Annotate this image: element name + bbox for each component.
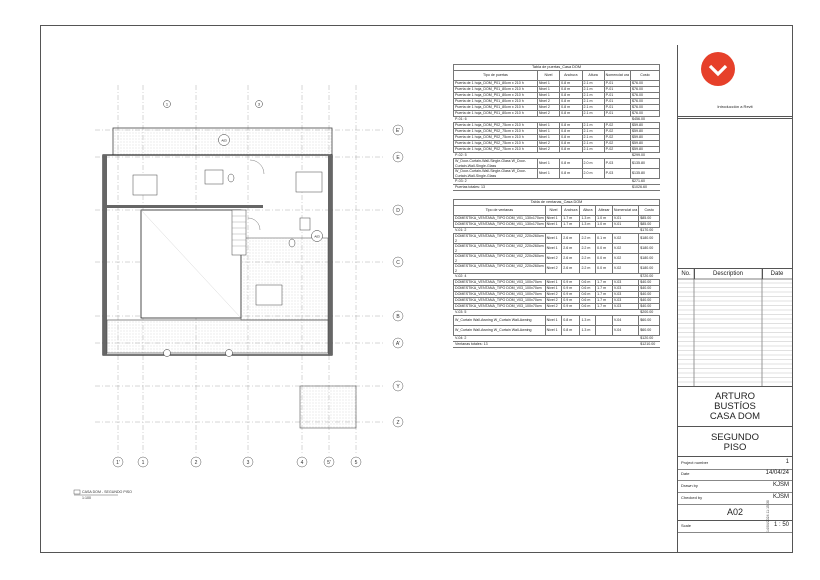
revision-date-header: Date (770, 271, 784, 277)
table-cell: P-02: 5 (454, 153, 538, 159)
elevation-tag: A03 (314, 234, 320, 239)
table-cell: 0.1 m (596, 234, 613, 244)
table-cell: 1.7 m (596, 286, 613, 292)
table-cell: V-01 (612, 222, 638, 228)
bathtub (205, 170, 223, 184)
table-cell: 0.8 m (560, 147, 582, 153)
grid-column-label: 5 (354, 459, 358, 466)
table-cell: $40.00 (639, 292, 660, 298)
sheet-name-line-2: PISO (723, 442, 747, 453)
table-cell: $180.00 (639, 234, 660, 244)
subtotal-row (454, 342, 660, 348)
table-cell: P-03 (604, 169, 630, 179)
windows-schedule (453, 199, 660, 348)
table-cell: P-01 (604, 99, 630, 105)
grid-column-label: 3 (246, 459, 250, 466)
table-cell (537, 185, 559, 191)
table-cell: 1.7 m (562, 216, 580, 222)
table-cell: Nivel 1 (537, 87, 559, 93)
table-cell: Nivel 2 (545, 264, 562, 274)
table-cell: $76.00 (631, 105, 660, 111)
table-cell: 1.3 m (580, 326, 596, 336)
table-cell: $135.80 (631, 169, 660, 179)
table-cell: Puerta de 1 hoja_DOM_P02_75cm x 210 h (454, 141, 538, 147)
column-header: Nivel (537, 71, 559, 81)
table-cell: Nivel 1 (545, 244, 562, 254)
table-cell: V-03 (612, 292, 638, 298)
table-cell: 0.6 m (580, 304, 596, 310)
table-cell: DOMESTIKA_VENTANA_TIPO DOM_V02_220x260cm 2 (455, 234, 544, 243)
stair (232, 210, 246, 255)
doors-schedule (453, 64, 660, 191)
drawn-by-value: KJSM (772, 482, 789, 488)
table-cell: DOMESTIKA_VENTANA_TIPO DOM_V03_100x70cm (454, 292, 546, 298)
table-cell: $40.00 (639, 286, 660, 292)
table-cell: $76.00 (631, 111, 660, 117)
timestamp: 14/04/2024 11:15:30 (766, 500, 770, 532)
table-cell: P-01: 6 (454, 117, 538, 123)
column-header: Nivel (545, 206, 562, 216)
sheet-name (678, 433, 792, 453)
table-cell: Puerta de 1 hoja_DOM_P01_80cm x 210 h (454, 81, 538, 87)
column-header: Altezar (596, 206, 613, 216)
table-cell: 0.9 m (562, 292, 580, 298)
section-marker: 1 (166, 102, 168, 107)
table-cell: 2.1 m (582, 129, 604, 135)
table-cell (580, 342, 596, 348)
grid-row-label: B (396, 313, 400, 320)
table-cell: $59.80 (631, 141, 660, 147)
table-cell: V-03 (612, 286, 638, 292)
table-cell: P-02 (604, 141, 630, 147)
table-cell: $200.00 (639, 310, 660, 316)
table-cell: Nivel 2 (545, 254, 562, 264)
table-cell: 1.3 m (580, 222, 596, 228)
date-value: 14/04/24 (765, 470, 789, 476)
table-cell: 2.1 m (582, 93, 604, 99)
table-cell (562, 342, 580, 348)
table-cell: Ventanas totales: 13 (454, 342, 546, 348)
checked-by-label: Checked by (681, 495, 703, 500)
table-row (454, 244, 660, 254)
table-cell: 0.8 m (560, 135, 582, 141)
table-cell: P-02 (604, 147, 630, 153)
table-cell: $60.00 (639, 326, 660, 336)
table-cell (582, 185, 604, 191)
table-cell: 2.6 m (562, 254, 580, 264)
project-line-1: ARTURO (715, 391, 755, 402)
table-cell: 2.6 m (562, 244, 580, 254)
table-cell: $85.00 (639, 216, 660, 222)
table-cell: DOMESTIKA_VENTANA_TIPO DOM_V01_130x170cm (455, 222, 544, 227)
table-cell: $135.80 (631, 159, 660, 169)
table-cell: Nivel 2 (537, 99, 559, 105)
table-cell: V-01 (612, 216, 638, 222)
revision-table (678, 268, 792, 387)
project-line-3: CASA DOM (709, 411, 761, 422)
drawn-by-label: Drawn by (681, 483, 698, 488)
table-cell: Nivel 1 (545, 326, 562, 336)
table-cell: DOMESTIKA_VENTANA_TIPO DOM_V02_220x260cm 2 (455, 264, 544, 273)
sheet-name-block (678, 426, 792, 457)
table-cell: 0.0 m (596, 264, 613, 274)
table-cell: Nivel 2 (537, 111, 559, 117)
table-row (454, 326, 660, 336)
table-cell: 0.9 m (562, 280, 580, 286)
table-cell: 0.9 m (562, 298, 580, 304)
table-cell (596, 342, 613, 348)
table-cell: Nivel 1 (537, 129, 559, 135)
table-cell: V-01: 2 (454, 228, 546, 234)
table-cell: V-02 (612, 244, 638, 254)
table-cell: 2.2 m (580, 254, 596, 264)
table-cell: 0.6 m (580, 292, 596, 298)
table-cell: $1210.00 (639, 342, 660, 348)
table-cell: $120.00 (639, 336, 660, 342)
table-cell: V-03 (612, 280, 638, 286)
table-cell: Puertas totales: 13 (454, 185, 538, 191)
table-row (454, 264, 660, 274)
table-cell: Puerta de 1 hoja_DOM_P02_75cm x 210 h (454, 123, 538, 129)
table-cell: 1.0 m (596, 216, 613, 222)
table-cell: V-03 (612, 298, 638, 304)
table-cell: P-01 (604, 81, 630, 87)
schedule-title: Tabla de ventanas_Casa DOM (454, 200, 660, 206)
table-cell: Puerta de 1 hoja_DOM_P01_80cm x 210 h (454, 105, 538, 111)
table-cell: Puerta de 1 hoja_DOM_P02_75cm x 210 h (454, 147, 538, 153)
table-cell: DOMESTIKA_VENTANA_TIPO DOM_V03_100x70cm (454, 280, 546, 286)
table-cell: Nivel 1 (537, 169, 559, 179)
table-cell: V-03: 5 (454, 310, 546, 316)
table-cell: P-01 (604, 111, 630, 117)
table-cell: 0.8 m (560, 129, 582, 135)
table-cell: Nivel 1 (537, 81, 559, 87)
table-cell (545, 342, 562, 348)
table-cell: Nivel 1 (545, 216, 562, 222)
table-cell: 2.1 m (582, 81, 604, 87)
table-cell: V-04: 2 (454, 336, 546, 342)
scale-label: Scale (681, 523, 692, 528)
table-cell: $40.00 (639, 298, 660, 304)
table-cell: $76.00 (631, 99, 660, 105)
table-cell: DOMESTIKA_VENTANA_TIPO DOM_V01_130x170cm (455, 216, 544, 221)
project-number-value: 1 (785, 459, 789, 465)
table-cell: P-02 (604, 135, 630, 141)
grid-column-label: 2 (194, 459, 198, 466)
table-cell: 0.8 m (560, 99, 582, 105)
column-header: Altura (580, 206, 596, 216)
table-cell: 2.1 m (582, 147, 604, 153)
table-cell: $180.00 (639, 264, 660, 274)
table-cell: $59.80 (631, 129, 660, 135)
table-cell: 1.7 m (562, 222, 580, 228)
table-cell: 2.1 m (582, 141, 604, 147)
scale-row (678, 520, 792, 533)
table-cell: $76.00 (631, 87, 660, 93)
grid-row-label: E (396, 154, 400, 161)
table-row (454, 159, 660, 169)
grid-row-label: D (396, 207, 400, 214)
table-cell: W_Curtain Wall-Awning W_Curtain Wall-Awning (454, 316, 546, 326)
bed-2 (296, 172, 322, 192)
table-cell: 2.1 m (582, 123, 604, 129)
scale-value: 1 : 50 (773, 522, 789, 528)
table-cell: Nivel 1 (545, 234, 562, 244)
table-cell: $59.80 (631, 123, 660, 129)
table-cell: 0.8 m (562, 316, 580, 326)
grid-column-label: 1 (141, 459, 145, 466)
table-cell: V-02 (612, 264, 638, 274)
table-cell: DOMESTIKA_VENTANA_TIPO DOM_V02_220x260cm 2 (455, 244, 544, 253)
table-cell: 2.0 m (582, 159, 604, 169)
table-cell: V-02 (612, 234, 638, 244)
table-cell: Puerta de 1 hoja_DOM_P01_80cm x 210 h (454, 93, 538, 99)
table-cell: 2.6 m (562, 264, 580, 274)
table-cell: Nivel 1 (537, 123, 559, 129)
table-cell: 1.3 m (580, 216, 596, 222)
date-label: Date (681, 471, 690, 476)
table-cell: Nivel 2 (537, 105, 559, 111)
grid-column-label: 1' (116, 459, 120, 466)
project-number-label: Project number (681, 460, 709, 465)
table-cell: P-01 (604, 105, 630, 111)
table-cell (612, 342, 638, 348)
bedroom-floor (241, 238, 328, 320)
grid-row-label: A' (395, 340, 401, 347)
column-header: Nomenclat ura (612, 206, 638, 216)
table-cell: 1.3 m (580, 316, 596, 326)
table-cell: V-04 (612, 326, 638, 336)
table-cell (596, 316, 613, 326)
table-cell: $59.80 (631, 147, 660, 153)
table-cell: Puerta de 1 hoja_DOM_P01_80cm x 210 h (454, 99, 538, 105)
grid-row-label: Z (396, 419, 400, 426)
table-cell: Nivel 2 (545, 292, 562, 298)
table-cell: P-01 (604, 93, 630, 99)
project-name-block (678, 386, 792, 427)
table-cell: DOMESTIKA_VENTANA_TIPO DOM_V03_100x70cm (454, 304, 546, 310)
table-cell: 0.6 m (580, 286, 596, 292)
table-cell (604, 185, 630, 191)
table-cell: 0.8 m (560, 111, 582, 117)
table-cell: Nivel 1 (545, 222, 562, 228)
table-cell: 0.0 m (596, 254, 613, 264)
project-line-2: BUSTÍOS (714, 401, 756, 412)
table-cell: 2.1 m (582, 105, 604, 111)
table-cell: 0.6 m (580, 280, 596, 286)
table-cell (560, 185, 582, 191)
view-scale: 1:100 (82, 496, 91, 500)
table-cell: Puerta de 1 hoja_DOM_P01_80cm x 210 h (454, 111, 538, 117)
table-cell: 2.2 m (580, 234, 596, 244)
table-cell: 1.7 m (596, 292, 613, 298)
elevation-tag: A03 (221, 138, 227, 143)
bed-1 (133, 175, 157, 195)
exterior-slab (300, 386, 356, 428)
table-row (454, 234, 660, 244)
table-cell: 1.7 m (596, 280, 613, 286)
table-cell: Nivel 1 (537, 135, 559, 141)
table-cell: $40.00 (639, 304, 660, 310)
table-cell: 0.8 m (560, 87, 582, 93)
table-cell: $76.00 (631, 81, 660, 87)
table-cell: Nivel 2 (545, 304, 562, 310)
column-header: Tipo de ventanas (454, 206, 546, 216)
column-header: Costo (631, 71, 660, 81)
table-cell: 2.1 m (582, 135, 604, 141)
table-cell: P-03: 2 (454, 179, 538, 185)
table-cell: V-02 (612, 254, 638, 264)
table-cell: 2.1 m (582, 111, 604, 117)
table-cell: DOMESTIKA_VENTANA_TIPO DOM_V03_100x70cm (454, 286, 546, 292)
table-cell: W_Curtain Wall-Awning W_Curtain Wall-Awning (454, 326, 546, 336)
table-row (454, 254, 660, 264)
grid-row-label: E' (395, 127, 401, 134)
table-cell: P-02 (604, 129, 630, 135)
table-cell: 2.1 m (582, 99, 604, 105)
table-cell: 0.6 m (580, 298, 596, 304)
view-title: CASA DOM - SEGUNDO PISO (82, 490, 132, 494)
table-cell: P-02 (604, 123, 630, 129)
revision-description-header: Description (694, 269, 763, 279)
table-cell: 2.0 m (582, 169, 604, 179)
column-header: Anchura (560, 71, 582, 81)
table-cell: 0.0 m (596, 244, 613, 254)
table-cell: $180.00 (639, 244, 660, 254)
revision-rows (678, 269, 792, 387)
table-cell: $40.00 (639, 280, 660, 286)
table-cell: Nivel 2 (537, 141, 559, 147)
table-cell: V-02: 4 (454, 274, 546, 280)
grid-row-label: Y (396, 383, 400, 390)
table-cell: $720.00 (639, 274, 660, 280)
table-cell: $85.00 (639, 222, 660, 228)
terrace-south (107, 320, 328, 353)
logo-caption: Introducción a Revit (717, 104, 753, 109)
table-cell: $456.00 (631, 117, 660, 123)
table-cell: Puerta de 1 hoja_DOM_P02_75cm x 210 h (454, 129, 538, 135)
table-cell: 0.8 m (562, 326, 580, 336)
table-cell: 0.8 m (560, 169, 582, 179)
table-cell: Nivel 1 (545, 286, 562, 292)
table-cell: Puerta de 1 hoja_DOM_P01_80cm x 210 h (454, 87, 538, 93)
table-cell: Nivel 2 (545, 298, 562, 304)
column-header: Tipo de puertas (454, 71, 538, 81)
table-cell: 2.6 m (562, 234, 580, 244)
table-cell: 2.2 m (580, 264, 596, 274)
table-cell: 1.7 m (596, 298, 613, 304)
table-cell: $60.00 (639, 316, 660, 326)
table-cell: $59.80 (631, 135, 660, 141)
table-cell: 1.7 m (596, 304, 613, 310)
table-cell: DOMESTIKA_VENTANA_TIPO DOM_V02_220x260cm 2 (455, 254, 544, 263)
column-header: Altura (582, 71, 604, 81)
column-header: Costo (639, 206, 660, 216)
sheet-number: A02 (678, 504, 792, 521)
table-cell: Nivel 1 (545, 280, 562, 286)
column-header: Anchura (562, 206, 580, 216)
table-cell: 0.8 m (560, 105, 582, 111)
revision-no-header: No. (678, 269, 695, 279)
table-cell: 0.9 m (562, 304, 580, 310)
table-cell: 0.8 m (560, 159, 582, 169)
table-cell: $1026.60 (631, 185, 660, 191)
table-cell: Puerta de 1 hoja_DOM_P02_75cm x 210 h (454, 135, 538, 141)
table-cell: $299.00 (631, 153, 660, 159)
table-cell: 2.2 m (580, 244, 596, 254)
project-name (678, 392, 792, 422)
subtotal-row (454, 185, 660, 191)
table-cell: W_Door-Curtain-Wall-Single-Glass W_Door-Curtain-Wall-Single-Glass (454, 159, 538, 169)
bed-3 (256, 285, 282, 305)
grid-column-label: 5' (327, 459, 331, 466)
table-row (454, 169, 660, 179)
table-cell: 1.0 m (596, 222, 613, 228)
table-cell: $271.60 (631, 179, 660, 185)
sheet-name-line-1: SEGUNDO (710, 432, 760, 443)
grid-row-label: C (396, 259, 400, 266)
column-header: Nomenclat ura (604, 71, 630, 81)
table-cell: Nivel 2 (537, 147, 559, 153)
table-cell: Nivel 1 (545, 316, 562, 326)
table-cell: $170.00 (639, 228, 660, 234)
table-cell: V-04 (612, 316, 638, 326)
table-cell: 0.8 m (560, 81, 582, 87)
table-row (454, 316, 660, 326)
table-cell: Nivel 1 (537, 159, 559, 169)
table-cell: P-01 (604, 87, 630, 93)
checked-by-value: KJSM (772, 494, 789, 500)
table-cell: Nivel 1 (537, 93, 559, 99)
table-cell: 0.8 m (560, 123, 582, 129)
schedule-title: Tabla de puertas_Casa DOM (454, 65, 660, 71)
section-marker: 3 (258, 102, 260, 107)
table-cell: 0.9 m (562, 286, 580, 292)
table-cell: 2.1 m (582, 87, 604, 93)
table-cell: $76.00 (631, 93, 660, 99)
table-cell: V-03 (612, 304, 638, 310)
table-cell: P-03 (604, 159, 630, 169)
table-cell: DOMESTIKA_VENTANA_TIPO DOM_V03_100x70cm (454, 298, 546, 304)
table-cell: $180.00 (639, 254, 660, 264)
table-cell: 0.8 m (560, 141, 582, 147)
table-cell (596, 326, 613, 336)
table-cell: W_Door-Curtain-Wall-Single-Glass W_Door-Curtain-Wall-Single-Glass (454, 169, 538, 179)
table-cell: 0.8 m (560, 93, 582, 99)
grid-column-label: 4 (300, 459, 304, 466)
logo-icon (701, 52, 735, 86)
